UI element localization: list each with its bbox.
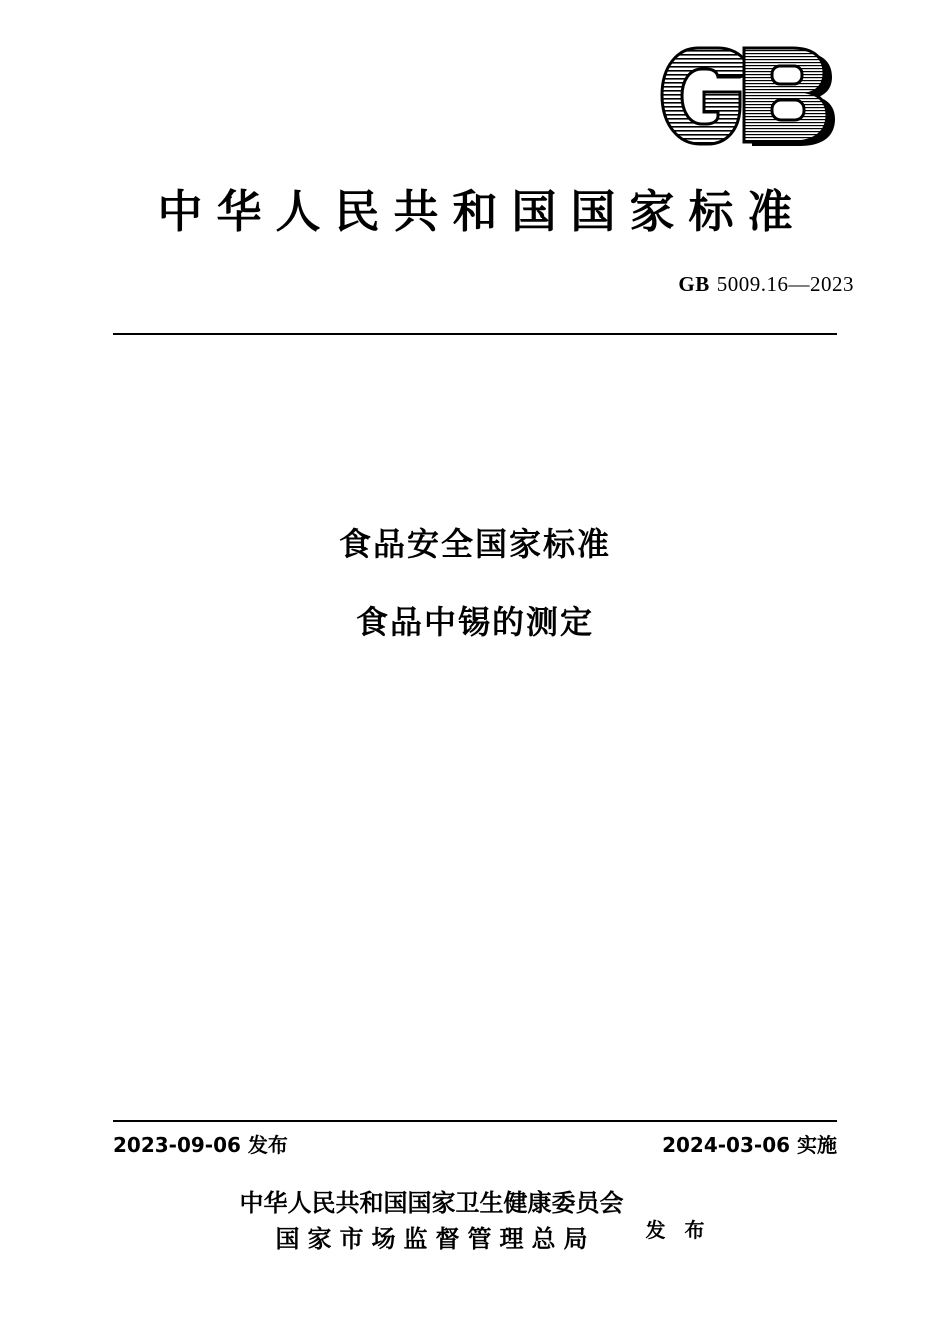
subject-line-1: 食品安全国家标准: [338, 525, 611, 563]
publisher-line-2: 国家市场监督管理总局: [275, 1225, 596, 1253]
page-title: 中华人民共和国国家标准: [157, 185, 807, 238]
publisher-verb: 发 布: [645, 1217, 711, 1242]
publisher-block: [0, 1185, 950, 1257]
standard-number-prefix: GB: [678, 272, 710, 296]
gb-emblem-icon: [648, 38, 838, 156]
publisher-line-1: 中华人民共和国国家卫生健康委员会: [239, 1189, 624, 1217]
divider-top: [113, 333, 837, 335]
divider-bottom: [113, 1120, 837, 1122]
standard-number-value: 5009.16—2023: [716, 272, 854, 296]
standard-subject: [0, 505, 950, 661]
subject-line-2: 食品中锡的测定: [355, 603, 594, 641]
publisher-names: [240, 1185, 624, 1257]
effective-date: 2024-03-06 实施: [662, 1133, 837, 1157]
issue-date: 2023-09-06 发布: [113, 1133, 288, 1157]
standard-number: [678, 272, 854, 297]
